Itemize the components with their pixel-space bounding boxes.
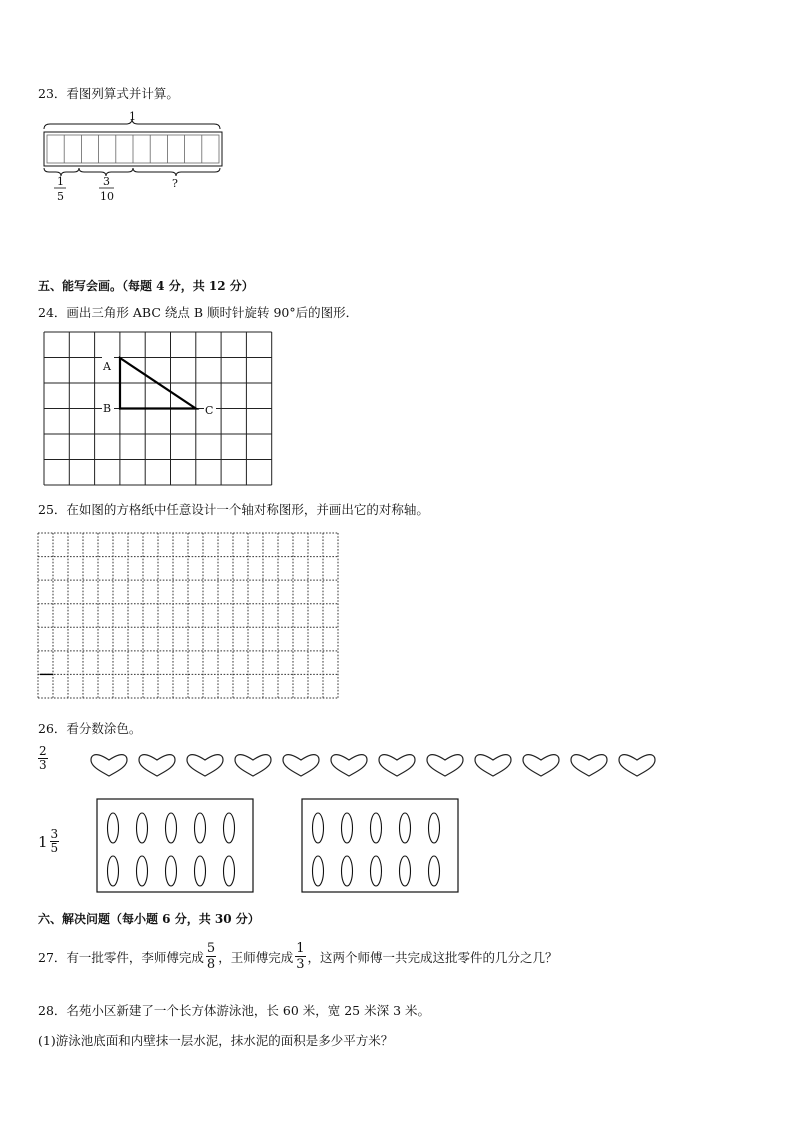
oval: [108, 813, 119, 843]
strip-dividers: [64, 135, 202, 163]
heart-shape: [331, 755, 367, 776]
q27-text: 27．有一批零件，李师傅完成 $\frac{5}{8}$ ，王师傅完成 $\frac{1}{3}$ ，这两个师傅一共完成这批零件的几分之几？: [38, 941, 558, 972]
q23-text: 23．看图列算式并计算。: [38, 86, 179, 101]
oval: [108, 856, 119, 886]
oval: [342, 813, 353, 843]
heart-shape: [475, 755, 511, 776]
frac2-den: 10: [100, 190, 114, 203]
heart-shape: [379, 755, 415, 776]
oval: [195, 813, 206, 843]
oval: [313, 856, 324, 886]
fraction-strip-diagram: [38, 108, 238, 208]
heart-shape: [139, 755, 175, 776]
q28-sub1: (1)游泳池底面和内壁抹一层水泥，抹水泥的面积是多少平方米？: [38, 1033, 394, 1048]
oval: [195, 856, 206, 886]
heart-shape: [619, 755, 655, 776]
q25-text: 25．在如图的方格纸中任意设计一个轴对称图形，并画出它的对称轴。: [38, 502, 429, 517]
frac1-num: 1: [57, 175, 64, 188]
dotted-grid-paper: [36, 532, 342, 702]
heart-shape: [571, 755, 607, 776]
oval: [224, 813, 235, 843]
hearts-row: [88, 750, 668, 782]
oval: [400, 813, 411, 843]
oval: [342, 856, 353, 886]
oval: [400, 856, 411, 886]
q28-text: 28．名苑小区新建了一个长方体游泳池，长 60 米，宽 25 米深 3 米。: [38, 1003, 431, 1018]
heart-shape: [523, 755, 559, 776]
ovals-box-1: [96, 797, 256, 895]
oval: [137, 856, 148, 886]
section5-heading: 五、能写会画。（每题 4 分，共 12 分）: [38, 279, 254, 293]
q26-text: 26．看分数涂色。: [38, 721, 142, 736]
ovals-box-2: [301, 797, 461, 895]
oval: [371, 856, 382, 886]
rotation-grid: [42, 331, 282, 491]
oval: [137, 813, 148, 843]
dotted-grid-lines: [38, 533, 338, 698]
mixed-whole: 1: [38, 832, 48, 851]
label-c: C: [205, 404, 214, 417]
total-label: 1: [129, 110, 136, 123]
heart-shape: [427, 755, 463, 776]
label-a: A: [103, 360, 111, 373]
brace-unknown: [133, 168, 220, 176]
oval: [166, 813, 177, 843]
unknown-label: ?: [172, 177, 178, 190]
oval: [429, 856, 440, 886]
q24-text: 24．画出三角形 ABC 绕点 B 顺时针旋转 90°后的图形．: [38, 305, 359, 320]
frac1-den: 5: [57, 190, 64, 203]
oval: [371, 813, 382, 843]
heart-shape: [187, 755, 223, 776]
heart-shape: [235, 755, 271, 776]
section6-heading: 六、解决问题（每小题 6 分，共 30 分）: [38, 912, 260, 926]
oval: [313, 813, 324, 843]
frac2-num: 3: [103, 175, 110, 188]
mixed-number: 1 $\frac{3}{5}$: [38, 827, 59, 855]
heart-shape: [283, 755, 319, 776]
oval: [429, 813, 440, 843]
oval: [224, 856, 235, 886]
hearts-fraction: $\frac{2}{3}$: [39, 744, 47, 772]
oval: [166, 856, 177, 886]
label-b: B: [103, 402, 112, 415]
heart-shape: [91, 755, 127, 776]
